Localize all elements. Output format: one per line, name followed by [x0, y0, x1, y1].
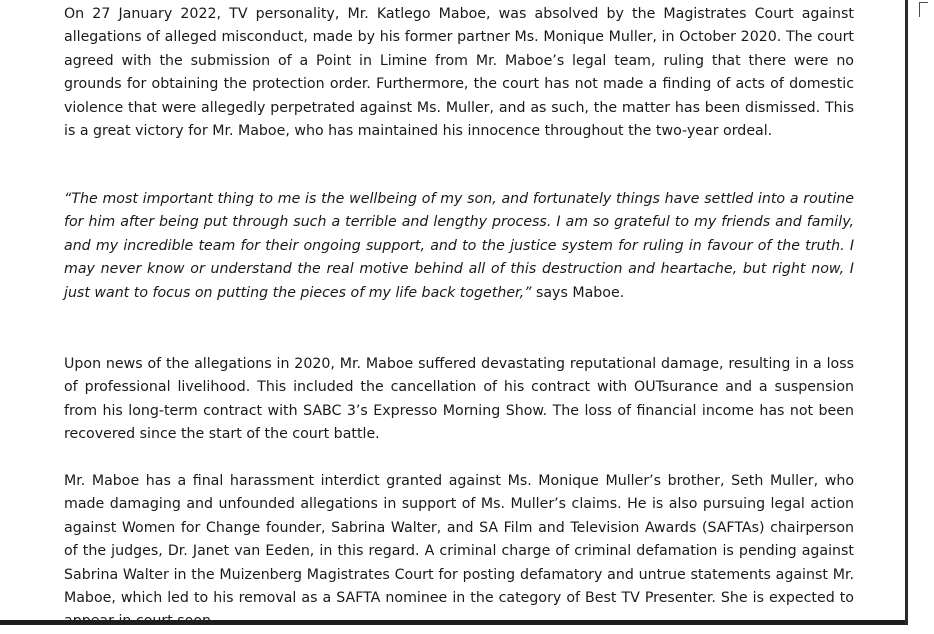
- page-right-edge-line: [905, 0, 908, 632]
- corner-marker: [919, 2, 928, 17]
- paragraph-maboe-quote: [64, 188, 854, 305]
- paragraph-reputational-damage-text: Upon news of the allegations in 2020, Mr. Maboe suffered devastating reputational damage, resulting in a loss of professional livelihood. This included the cancellation of his contract with OUTsurance and a suspension from his long-term contract with SABC 3’s Expresso Morning Show. The loss of financial income has not been recovered since the start of the court battle.: [64, 356, 854, 443]
- paragraph-reputational-damage: [64, 353, 854, 447]
- screenshot-bottom-margin: [0, 625, 934, 632]
- quote-text: “The most important thing to me is the wellbeing of my son, and fortunately things have settled into a routine for him after being put through such a terrible and lengthy process. I am so grateful to my friends and family, and my incredible team for their ongoing support, and to the justice system for ruling in favour of the truth. I may never know or understand the real motive behind all of this destruction and heartache, but right now, I just want to focus on putting the pieces of my life back together,”: [64, 191, 854, 301]
- paragraph-ruling-text: On 27 January 2022, TV personality, Mr. Katlego Maboe, was absolved by the Magistrates Court against allegations of alleged misconduct, made by his former partner Ms. Monique Muller, in October 2020. The court agreed with the submission of a Point in Limine from Mr. Maboe’s legal team, ruling that there were no grounds for obtaining the protection order. Furthermore, the court has not made a finding of acts of domestic violence that were allegedly perpetrated against Ms. Muller, and as such, the matter has been dismissed. This is a great victory for Mr. Maboe, who has maintained his innocence throughout the two-year ordeal.: [64, 6, 854, 140]
- paragraph-legal-action-text: Mr. Maboe has a final harassment interdict granted against Ms. Monique Muller’s brother, Seth Muller, who made damaging and unfounded allegations in support of Ms. Muller’s claims. He is also pursuing legal action against Women for Change founder, Sabrina Walter, and SA Film and Television Awards (SAFTAs) chairperson of the judges, Dr. Janet van Eeden, in this regard. A criminal charge of criminal defamation is pending against Sabrina Walter in the Muizenberg Magistrates Court for posting defamatory and untrue statements against Mr. Maboe, which led to his removal as a SAFTA nominee in the category of Best TV Presenter. She is expected to: [64, 473, 854, 607]
- paragraph-ruling: [64, 3, 854, 143]
- paragraph-legal-action: [64, 470, 854, 634]
- quote-attribution: says Maboe.: [535, 284, 625, 301]
